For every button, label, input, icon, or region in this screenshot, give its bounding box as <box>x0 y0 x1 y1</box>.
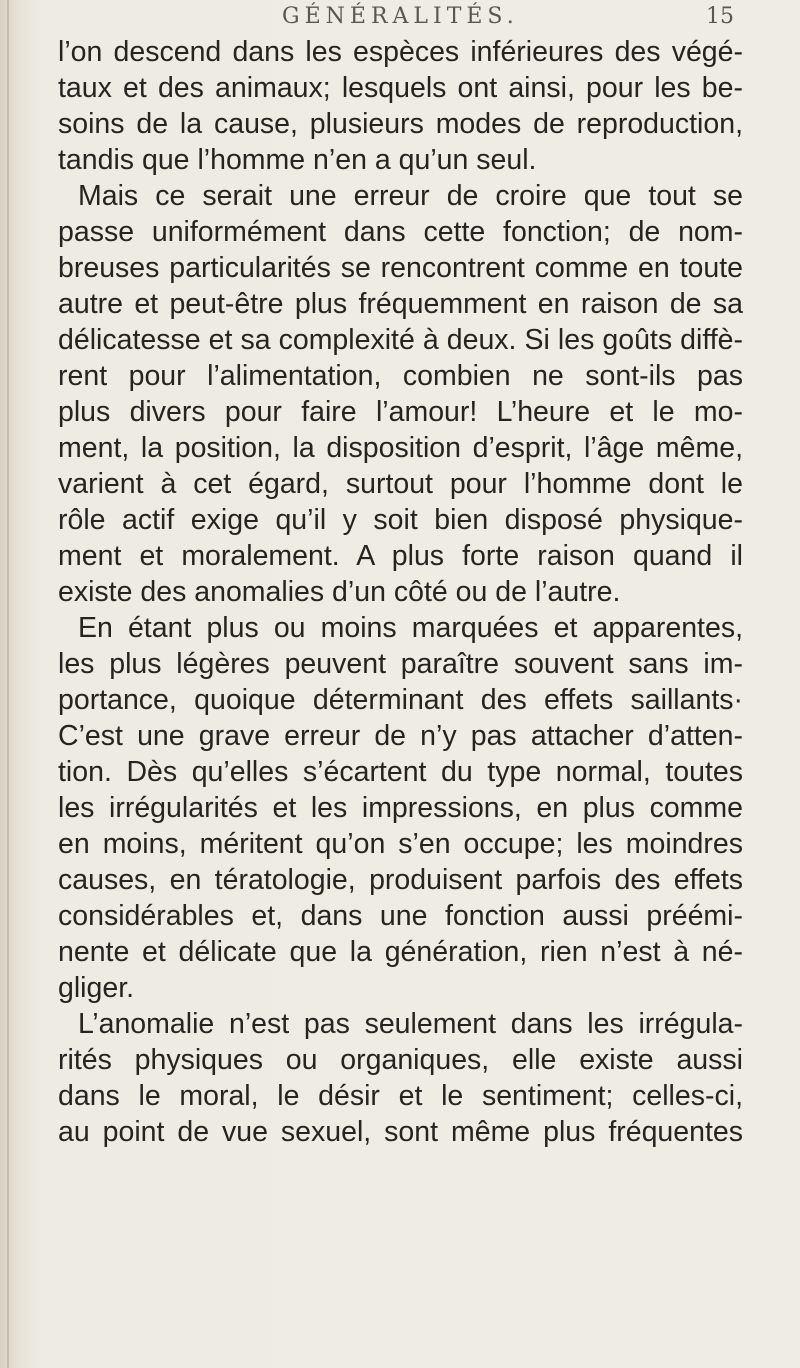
text-line: tion. Dès qu’elles s’écartent du type normal, toutes <box>58 756 743 788</box>
text-line: les irrégularités et les impressions, en plus comme <box>58 792 743 824</box>
text-line: plus divers pour faire l’amour! L’heure et le mo- <box>58 396 743 428</box>
text-line: en moins, méritent qu’on s’en occupe; les moindres <box>58 828 743 860</box>
text-line: soins de la cause, plusieurs modes de reproduction, <box>58 108 743 140</box>
text-line: L’anomalie n’est pas seulement dans les irrégula- <box>78 1008 743 1040</box>
text-line: varient à cet égard, surtout pour l’homme dont le <box>58 468 743 500</box>
text-line: nente et délicate que la génération, rien n’est à né- <box>58 936 743 968</box>
text-line: taux et des animaux; lesquels ont ainsi, pour les be- <box>58 72 743 104</box>
text-line: portance, quoique déterminant des effets saillants· <box>58 684 743 716</box>
text-line: causes, en tératologie, produisent parfois des effets <box>58 864 743 896</box>
text-line: les plus légères peuvent paraître souvent sans im- <box>58 648 743 680</box>
text-line: C’est une grave erreur de n’y pas attacher d’atten- <box>58 720 743 752</box>
text-line: rent pour l’alimentation, combien ne sont-ils pas <box>58 360 743 392</box>
text-line: rôle actif exige qu’il y soit bien disposé physique- <box>58 504 743 536</box>
text-line: ment, la position, la disposition d’esprit, l’âge même, <box>58 432 743 464</box>
text-line: En étant plus ou moins marquées et apparentes, <box>78 612 743 644</box>
text-line: rités physiques ou organiques, elle existe aussi <box>58 1044 743 1076</box>
text-line: l’on descend dans les espèces inférieures des végé- <box>58 36 743 68</box>
text-line: breuses particularités se rencontrent comme en toute <box>58 252 743 284</box>
text-line: passe uniformément dans cette fonction; de nom- <box>58 216 743 248</box>
text-line: Mais ce serait une erreur de croire que tout se <box>78 180 743 212</box>
text-line: délicatesse et sa complexité à deux. Si les goûts diffè- <box>58 324 743 356</box>
text-line: tandis que l’homme n’en a qu’un seul. <box>58 144 537 176</box>
text-line: au point de vue sexuel, sont même plus fréquentes <box>58 1116 743 1148</box>
text-line: dans le moral, le désir et le sentiment; celles-ci, <box>58 1080 743 1112</box>
binding-gutter <box>7 0 9 1368</box>
text-line: autre et peut-être plus fréquemment en raison de sa <box>58 288 743 320</box>
text-line: gliger. <box>58 972 135 1004</box>
text-line: ment et moralement. A plus forte raison quand il <box>58 540 743 572</box>
running-title: GÉNÉRALITÉS. <box>282 4 519 29</box>
text-line: existe des anomalies d’un côté ou de l’autre. <box>58 576 621 608</box>
page-number: 15 <box>706 4 734 29</box>
text-line: considérables et, dans une fonction aussi préémi- <box>58 900 743 932</box>
